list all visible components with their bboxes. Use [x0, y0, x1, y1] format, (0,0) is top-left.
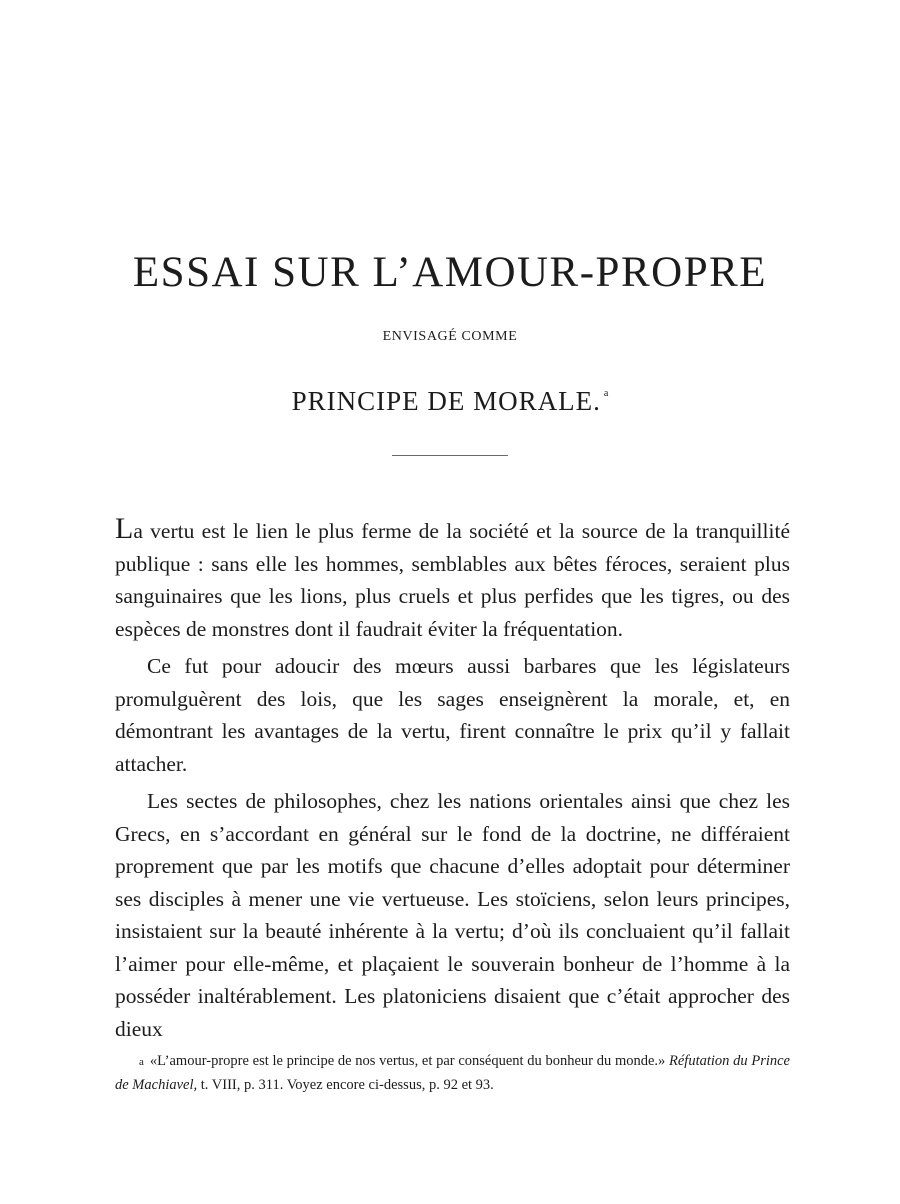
footnote-quote: «L’amour-propre est le principe de nos vertus, et par conséquent du bonheur du monde.»: [149, 1053, 666, 1069]
footnote-work-reference: Réfutation du Prince de Machiavel,: [115, 1053, 790, 1093]
essay-subtitle: ENVISAGÉ COMME: [382, 329, 518, 344]
essay-body: [115, 512, 790, 1045]
footnote-citation: t. VIII, p. 311. Voyez encore ci-dessus, p. 92 et 93.: [200, 1077, 494, 1093]
essay-title-text: ESSAI SUR L’AMOUR-PROPRE: [132, 249, 768, 296]
essay-second-title: [0, 377, 900, 418]
paragraph-1-text: a vertu est le lien le plus ferme de la société et la source de la tranquillité publique : sans elle les hommes, semblables aux bêtes féroces, seraient plus sanguinaires que les lions, plus cruels et plus perfides que les tigres, ou des espèces de monstres dont il faudrait éviter la fréquentation.: [115, 519, 790, 641]
footnote-marker: a: [139, 1056, 144, 1068]
second-title-text: PRINCIPE DE MORALE.: [291, 386, 601, 416]
paragraph-1: [115, 512, 790, 645]
footnote-reference-mark: a: [603, 388, 609, 399]
essay-title: [0, 248, 900, 298]
paragraph-2: Ce fut pour adoucir des mœurs aussi barbares que les législateurs promulguèrent des lois, que les sages enseignèrent la morale, et, en démontrant les avantages de la vertu, firent connaître le prix qu’il y fallait attacher.: [115, 654, 790, 776]
initial-letter: L: [115, 512, 134, 545]
footnote: [115, 1050, 790, 1097]
title-separator-rule: [392, 455, 508, 456]
paragraph-3: Les sectes de philosophes, chez les nations orientales ainsi que chez les Grecs, en s’accordant en général sur le fond de la doctrine, ne différaient proprement que par les motifs que chacune d’elles adoptait pour déterminer ses disciples à mener une vie vertueuse. Les stoïciens, selon leurs principes, insistaient sur la beauté inhérente à la vertu; d’où ils concluaient qu’il fallait l’aimer pour elle-même, et plaçaient le souverain bonheur de l’homme à la posséder inaltérablement. Les platoniciens disaient que c’était approcher des dieux: [115, 789, 790, 1041]
